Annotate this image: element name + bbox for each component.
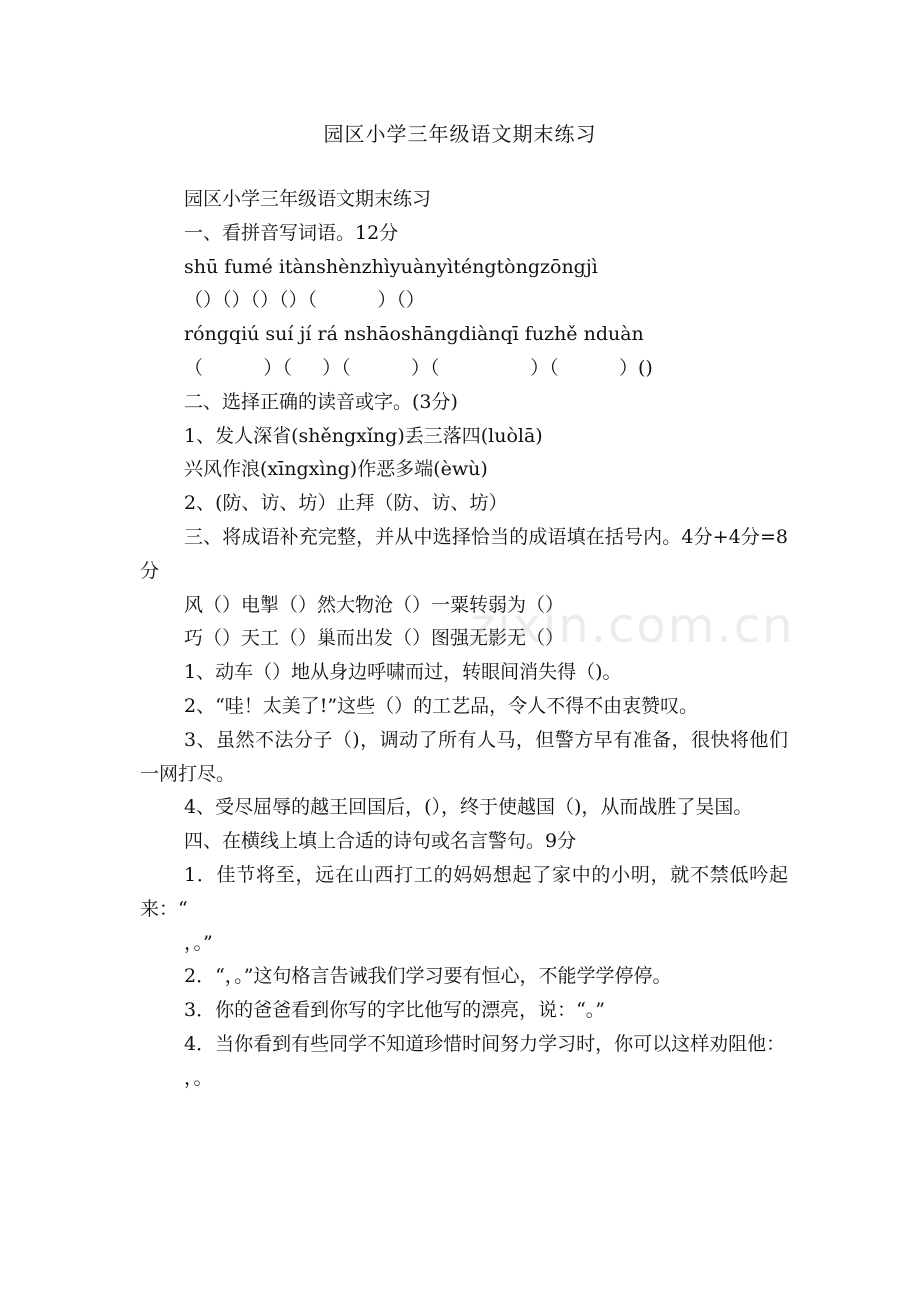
pinyin-row-1: shū fumé itànshènzhìyuànyìténgtòngzōngjì — [184, 255, 598, 278]
pinyin-row-2: róngqiú suí jí rá nshāoshāngdiànqī fuzhě nduàn — [184, 323, 644, 346]
idiom-row-1: 风（）电掣（）然大物沧（）一粟转弱为（） — [184, 593, 565, 616]
section-2-heading: 二、选择正确的读音或字。(3分) — [184, 390, 458, 413]
section-4-heading: 四、在横线上填上合适的诗句或名言警句。9分 — [184, 830, 577, 853]
question-4-1-answer: ，。” — [184, 931, 213, 954]
answer-brackets-row-1: （）（）（）（）（ ）（） — [184, 289, 425, 312]
watermark: zixin.com.cn — [470, 598, 795, 654]
question-3-2: 2、“哇！太美了!”这些（）的工艺品，令人不得不由衷赞叹。 — [184, 694, 699, 717]
question-3-3: 3、虽然不法分子（)，调动了所有人马，但警方早有准备，很快将他们一网打尽。 — [140, 728, 788, 785]
question-2-1: 1、发人深省(shěngxǐng)丢三落四(luòlā) — [184, 424, 543, 447]
question-3-1: 1、动车（）地从身边呼啸而过，转眼间消失得（)。 — [184, 661, 622, 684]
question-2-1-continued: 兴风作浪(xīngxìng)作恶多端(èwù) — [184, 458, 488, 481]
question-4-4: 4．当你看到有些同学不知道珍惜时间努力学习时，你可以这样劝阻他： — [184, 1032, 786, 1055]
question-4-2: 2．“，。”这句格言告诫我们学习要有恒心，不能学学停停。 — [184, 965, 672, 988]
section-3-heading: 三、将成语补充完整，并从中选择恰当的成语填在括号内。4分+4分=8分 — [140, 525, 788, 582]
idiom-row-2: 巧（）天工（）巢而出发（）图强无影无（） — [184, 627, 565, 650]
question-3-4: 4、受尽屈辱的越王回国后，(），终于使越国（)，从而战胜了吴国。 — [184, 796, 753, 819]
heading-repeat: 园区小学三年级语文期末练习 — [184, 188, 432, 210]
question-4-4-answer: ，。 — [184, 1066, 213, 1089]
question-4-1: 1．佳节将至，远在山西打工的妈妈想起了家中的小明，就不禁低吟起来：“ — [140, 863, 788, 920]
section-1-heading: 一、看拼音写词语。12分 — [184, 221, 399, 244]
answer-brackets-row-2: （ ）（ ）（ ）（ ）（ ）() — [184, 356, 653, 379]
document-title: 园区小学三年级语文期末练习 — [323, 122, 597, 146]
question-4-3: 3．你的爸爸看到你写的字比他写的漂亮，说：“。” — [184, 999, 606, 1022]
question-2-2: 2、(防、访、坊）止拜（防、访、坊） — [184, 492, 508, 515]
document-body — [140, 183, 788, 1096]
